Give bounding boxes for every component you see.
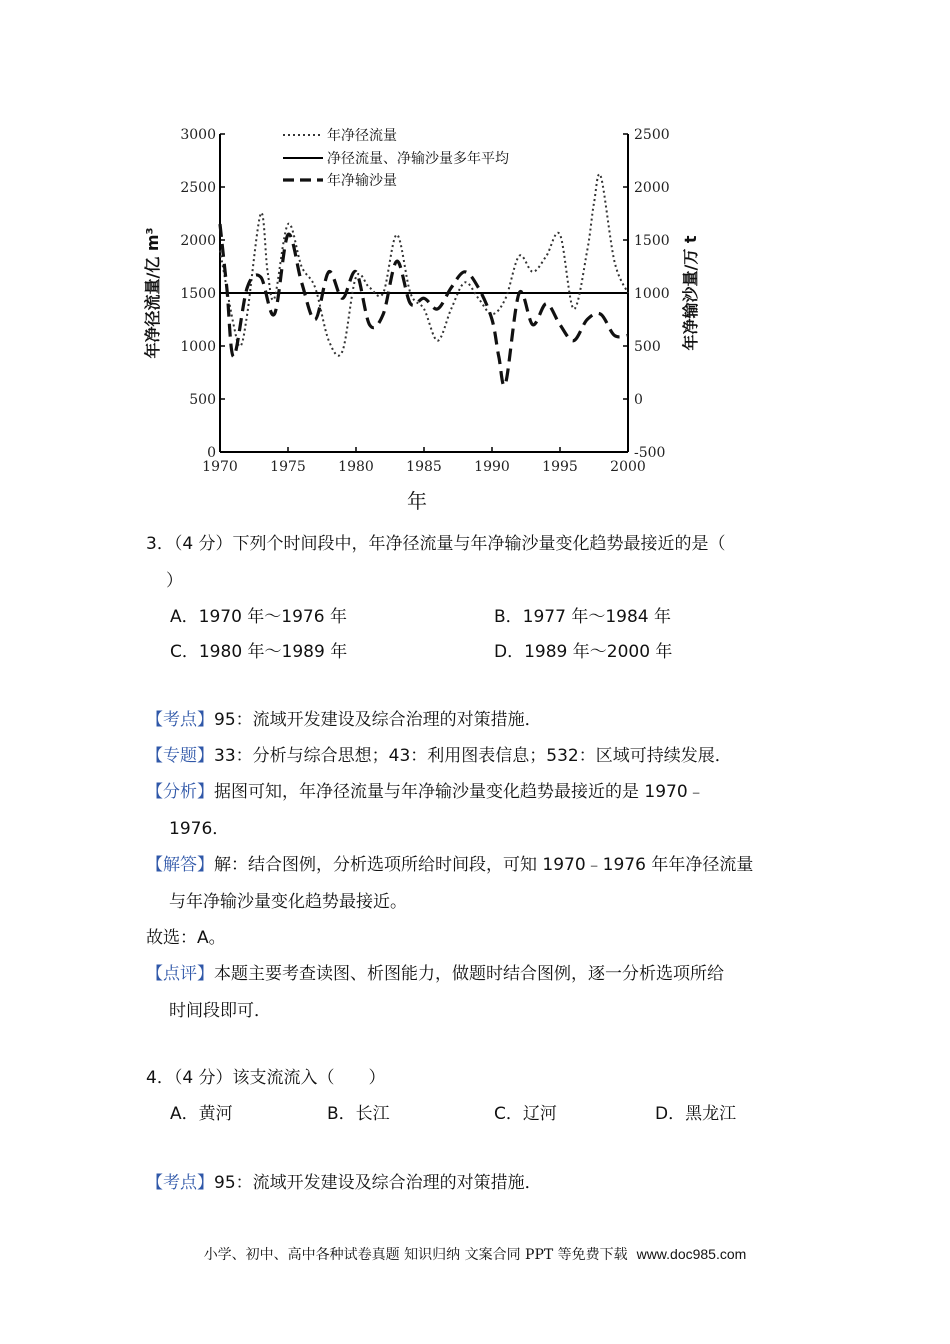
- q3-jieda-text-2: 与年净输沙量变化趋势最接近。: [169, 892, 407, 912]
- q4-option-b: B．长江: [327, 1104, 390, 1124]
- series-runoff-line: [220, 174, 628, 356]
- q3-jieda: [146, 854, 753, 876]
- q3-kaodian-tag: 【考点】: [146, 710, 214, 730]
- q3-fenxi-text-1: 据图可知，年净径流量与年净输沙量变化趋势最接近的是 1970﹣: [214, 782, 705, 802]
- q3-kaodian-text: 95：流域开发建设及综合治理的对策措施．: [214, 710, 542, 730]
- footer-text: 小学、初中、高中各种试卷真题 知识归纳 文案合同 PPT 等免费下载: [203, 1247, 628, 1263]
- q4-stem: 4．（4 分）该支流流入（ ）: [146, 1068, 386, 1088]
- left-axis-title: 年净径流量/亿 m³: [143, 227, 162, 359]
- legend-label-average: 净径流量、净输沙量多年平均: [327, 151, 509, 167]
- left-tick-label: 1000: [180, 339, 216, 355]
- legend-label-runoff: 年净径流量: [327, 128, 397, 144]
- footer: [0, 1244, 950, 1264]
- q3-dianping-tag: 【点评】: [146, 964, 214, 984]
- legend: [283, 127, 509, 189]
- x-tick-label: 1990: [474, 459, 510, 475]
- q3-jieda-tag: 【解答】: [146, 855, 214, 875]
- q4-option-a: A．黄河: [170, 1104, 233, 1124]
- x-axis-title: 年: [407, 489, 427, 513]
- q3-fenxi-tag: 【分析】: [146, 782, 214, 802]
- right-axis-title: 年净输沙量/万 t: [681, 235, 700, 351]
- q3-jieda-text-1: 解：结合图例，分析选项所给时间段，可知 1970﹣1976 年年净径流量: [214, 855, 754, 875]
- q3-zhuanti-text: 33：分析与综合思想；43：利用图表信息；532：区域可持续发展．: [214, 746, 732, 766]
- q3-option-a: A．1970 年～1976 年: [170, 607, 347, 627]
- q3-dianping-text-2: 时间段即可．: [169, 1001, 271, 1021]
- q4-kaodian-text: 95：流域开发建设及综合治理的对策措施．: [214, 1173, 542, 1193]
- q4-option-c: C．辽河: [494, 1104, 557, 1124]
- series-sediment-line: [220, 224, 628, 385]
- left-tick-label: 1500: [180, 286, 216, 302]
- q3-fenxi-text-2: 1976．: [169, 819, 230, 839]
- right-tick-label: 500: [634, 339, 661, 355]
- right-tick-label: 2000: [634, 180, 670, 196]
- q3-answer: 故选：A。: [146, 928, 226, 948]
- x-tick-label: 2000: [610, 459, 646, 475]
- right-tick-label: 1500: [634, 233, 670, 249]
- q3-option-d: D．1989 年～2000 年: [494, 642, 673, 662]
- x-tick-label: 1980: [338, 459, 374, 475]
- q3-kaodian: [146, 709, 542, 731]
- q3-option-b: B．1977 年～1984 年: [494, 607, 671, 627]
- q3-stem: 3．（4 分）下列个时间段中，年净径流量与年净输沙量变化趋势最接近的是（: [146, 534, 726, 554]
- q4-kaodian: [146, 1172, 542, 1194]
- right-tick-label: -500: [634, 445, 666, 461]
- x-tick-label: 1985: [406, 459, 442, 475]
- q3-stem-cont: ）: [166, 571, 183, 591]
- q3-dianping: [146, 963, 724, 985]
- q3-zhuanti: [146, 745, 732, 767]
- q3-option-c: C．1980 年～1989 年: [170, 642, 348, 662]
- q4-kaodian-tag: 【考点】: [146, 1173, 214, 1193]
- x-tick-label: 1975: [270, 459, 306, 475]
- left-tick-label: 3000: [180, 127, 216, 143]
- q4-option-d: D．黑龙江: [655, 1104, 737, 1124]
- x-tick-label: 1995: [542, 459, 578, 475]
- left-tick-label: 500: [189, 392, 216, 408]
- legend-label-sediment: 年净输沙量: [327, 173, 397, 189]
- footer-link[interactable]: www.doc985.com: [636, 1246, 747, 1262]
- left-tick-label: 0: [207, 445, 216, 461]
- right-tick-label: 2500: [634, 127, 670, 143]
- right-tick-label: 0: [634, 392, 643, 408]
- right-tick-label: 1000: [634, 286, 670, 302]
- q3-fenxi: [146, 781, 705, 803]
- q3-dianping-text-1: 本题主要考查读图、析图能力，做题时结合图例，逐一分析选项所给: [214, 964, 724, 984]
- x-tick-label: 1970: [202, 459, 238, 475]
- left-tick-label: 2000: [180, 233, 216, 249]
- q3-zhuanti-tag: 【专题】: [146, 746, 214, 766]
- left-tick-label: 2500: [180, 180, 216, 196]
- runoff-sediment-chart: [130, 118, 720, 518]
